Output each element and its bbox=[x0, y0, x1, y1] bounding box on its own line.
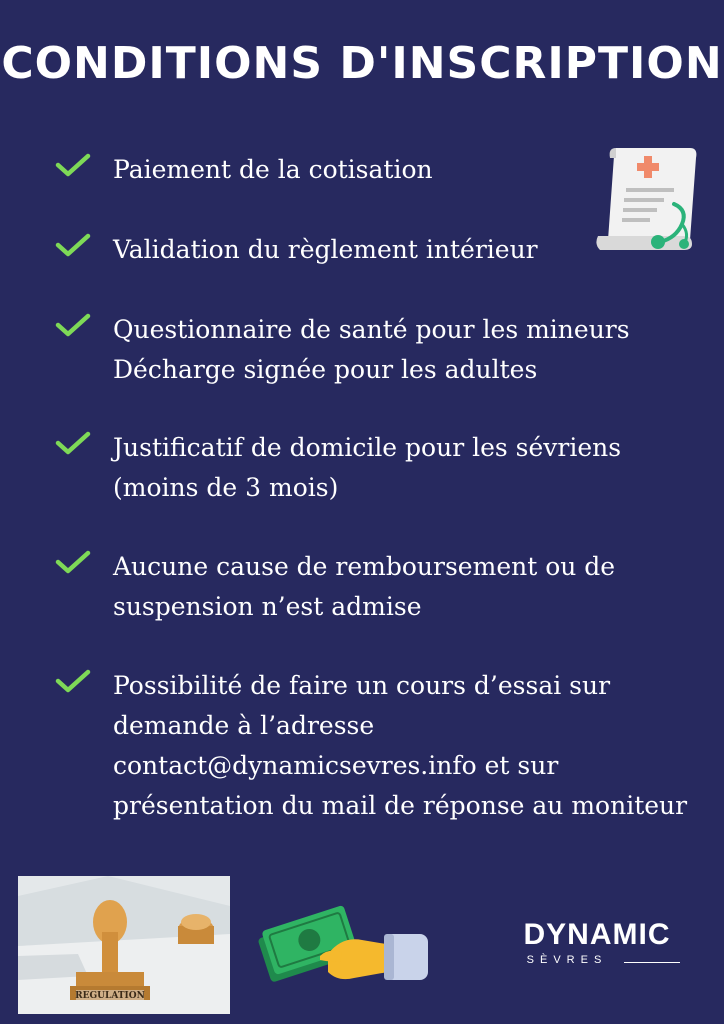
money-hand-icon bbox=[258, 896, 438, 1000]
item-line: Justificatif de domicile pour les sévriens bbox=[113, 433, 622, 462]
item-line: suspension n’est admise bbox=[113, 592, 422, 621]
check-icon bbox=[55, 549, 91, 575]
item-line: Possibilité de faire un cours d’essai sur bbox=[113, 671, 611, 700]
dynamic-sevres-logo bbox=[512, 918, 682, 974]
item-line: présentation du mail de réponse au moniteur bbox=[113, 791, 688, 820]
check-icon bbox=[55, 430, 91, 456]
logo-subtitle: SÈVRES bbox=[526, 954, 608, 966]
logo-name: DYNAMIC bbox=[523, 918, 671, 951]
list-item-text bbox=[113, 666, 713, 826]
list-item-text bbox=[113, 428, 713, 508]
regulation-stamp-photo bbox=[18, 876, 230, 1014]
item-line: Aucune cause de remboursement ou de bbox=[113, 552, 616, 581]
check-icon bbox=[55, 232, 91, 258]
stamp-label: REGULATION bbox=[75, 991, 145, 1001]
logo-divider bbox=[624, 962, 680, 963]
item-line: Questionnaire de santé pour les mineurs bbox=[113, 315, 630, 344]
item-line: Décharge signée pour les adultes bbox=[113, 355, 538, 384]
list-item-text bbox=[113, 310, 713, 390]
item-line: Validation du règlement intérieur bbox=[113, 235, 538, 264]
item-line: Paiement de la cotisation bbox=[113, 155, 433, 184]
item-line: contact@dynamicsevres.info et sur bbox=[113, 751, 559, 780]
check-icon bbox=[55, 668, 91, 694]
page-title: CONDITIONS D'INSCRIPTION bbox=[1, 38, 723, 89]
item-line: (moins de 3 mois) bbox=[113, 473, 339, 502]
medical-document-icon bbox=[594, 144, 700, 254]
check-icon bbox=[55, 312, 91, 338]
check-icon bbox=[55, 152, 91, 178]
list-item-text bbox=[113, 547, 713, 627]
item-line: demande à l’adresse bbox=[113, 711, 375, 740]
